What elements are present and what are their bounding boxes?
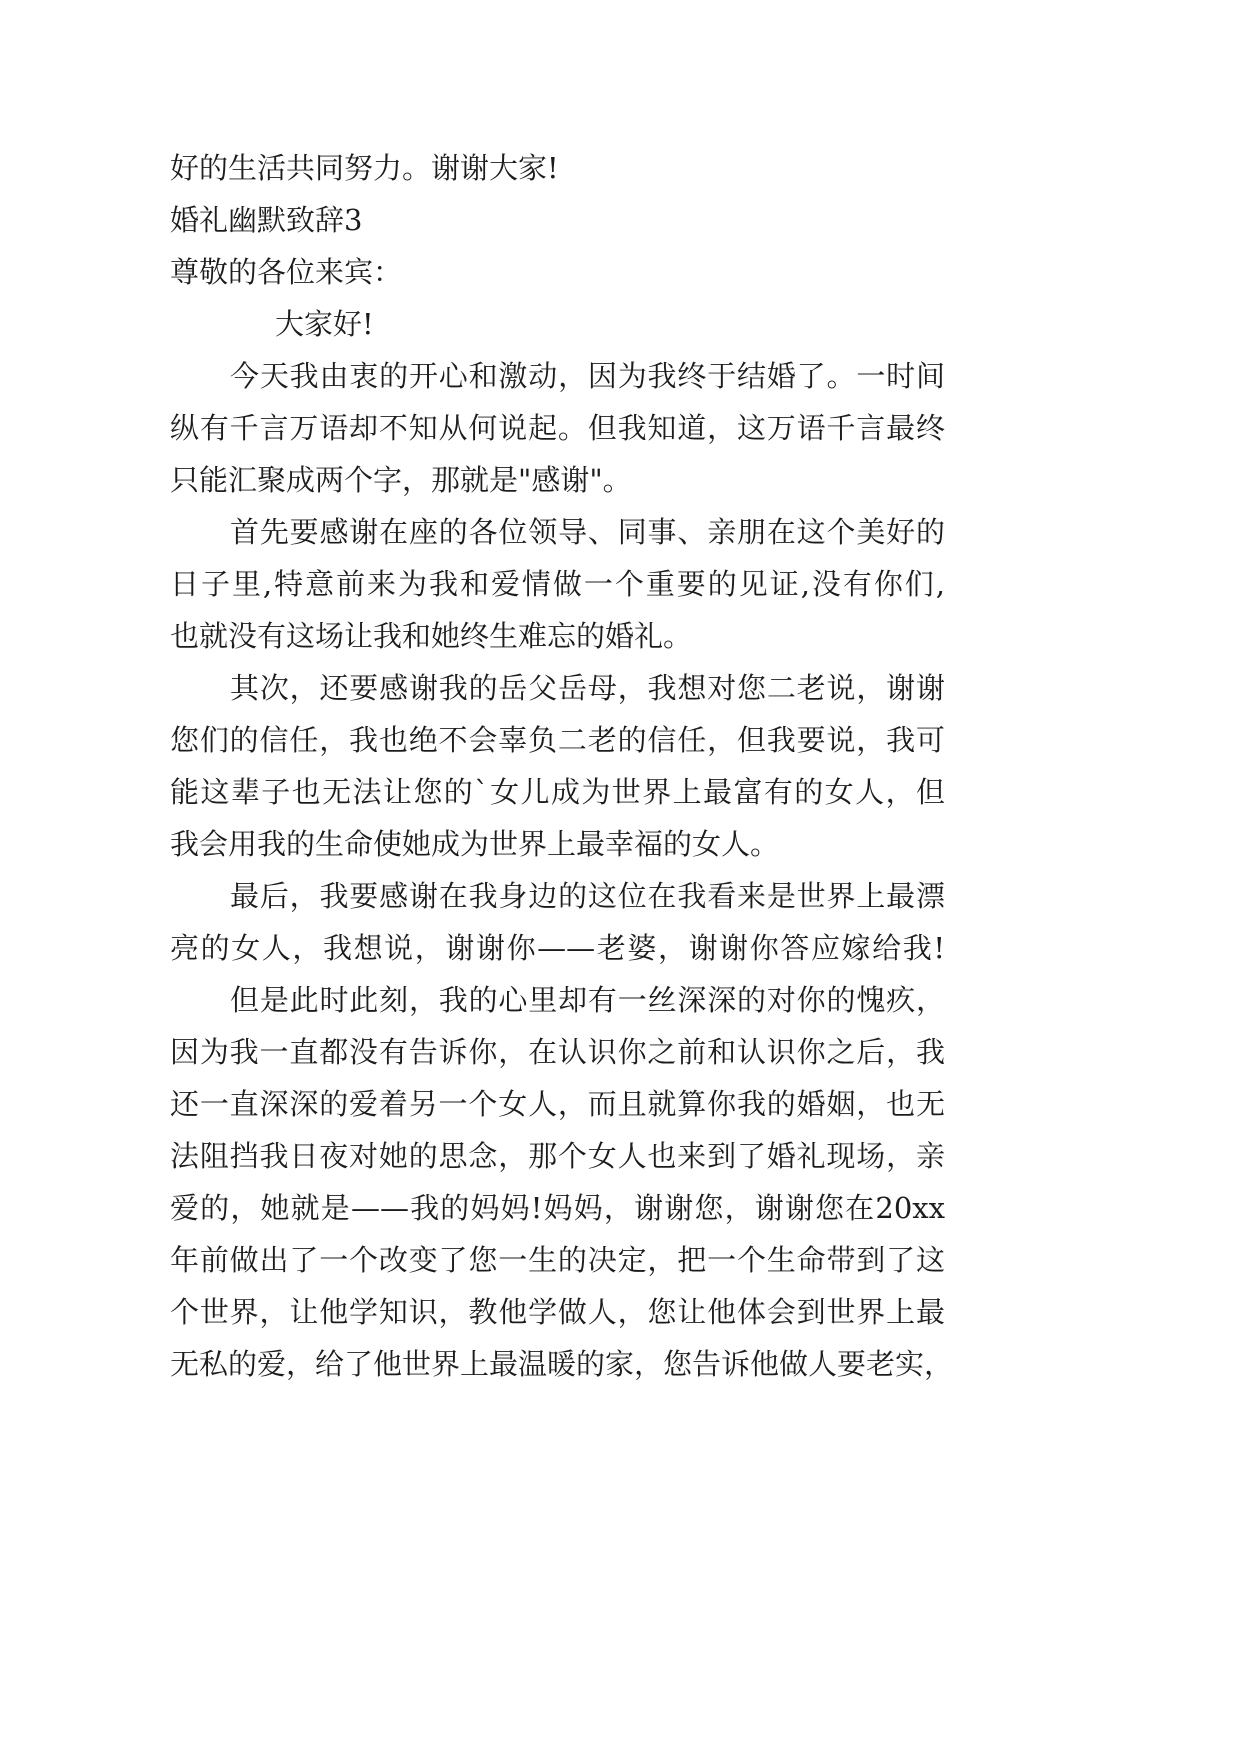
text-line: 个世界，让他学知识，教他学做人，您让他体会到世界上最: [170, 1295, 945, 1329]
text-line: 尊敬的各位来宾：: [170, 255, 403, 289]
paragraph: [170, 870, 945, 974]
text-line: 但是此时此刻，我的心里却有一丝深深的对你的愧疚，: [230, 983, 945, 1017]
text-line: 日子里,特意前来为我和爱情做一个重要的见证,没有你们,: [170, 567, 945, 601]
text-line: 能这辈子也无法让您的`女儿成为世界上最富有的女人，但: [170, 775, 945, 809]
paragraph: [170, 506, 945, 662]
paragraph: [170, 974, 954, 1390]
text-line: 亮的女人，我想说，谢谢你——老婆，谢谢你答应嫁给我!: [170, 931, 945, 965]
text-line: 只能汇聚成两个字，那就是"感谢"。: [170, 463, 632, 497]
text-line: 还一直深深的爱着另一个女人，而且就算你我的婚姻，也无: [170, 1087, 945, 1121]
text-line: 好的生活共同努力。谢谢大家!: [170, 151, 559, 185]
text-line: 纵有千言万语却不知从何说起。但我知道，这万语千言最终: [170, 411, 945, 445]
heading-line: 婚礼幽默致辞3: [170, 203, 363, 237]
text-line: 无私的爱，给了他世界上最温暖的家，您告诉他做人要老实，: [170, 1347, 954, 1381]
text-line: 您们的信任，我也绝不会辜负二老的信任，但我要说，我可: [170, 723, 945, 757]
text-line: 年前做出了一个改变了您一生的决定，把一个生命带到了这: [170, 1243, 945, 1277]
text-line: 法阻挡我日夜对她的思念，那个女人也来到了婚礼现场，亲: [170, 1139, 945, 1173]
text-line: 大家好!: [275, 307, 374, 341]
greeting: [170, 298, 945, 350]
text-line: 今天我由衷的开心和激动，因为我终于结婚了。一时间: [230, 359, 945, 393]
section-heading: [170, 194, 945, 246]
text-line: 我会用我的生命使她成为世界上最幸福的女人。: [170, 827, 780, 861]
document-body: [170, 142, 954, 1390]
text-line: 其次，还要感谢我的岳父岳母，我想对您二老说，谢谢: [230, 671, 945, 705]
paragraph: [170, 662, 945, 870]
paragraph: [170, 350, 945, 506]
text-line: 因为我一直都没有告诉你，在认识你之前和认识你之后，我: [170, 1035, 945, 1069]
text-line: 也就没有这场让我和她终生难忘的婚礼。: [170, 619, 693, 653]
salutation: [170, 246, 945, 298]
text-line: 爱的，她就是——我的妈妈!妈妈，谢谢您，谢谢您在20xx: [170, 1191, 945, 1225]
paragraph-continued: [170, 142, 945, 194]
text-line: 首先要感谢在座的各位领导、同事、亲朋在这个美好的: [230, 515, 945, 549]
text-line: 最后，我要感谢在我身边的这位在我看来是世界上最漂: [230, 879, 945, 913]
